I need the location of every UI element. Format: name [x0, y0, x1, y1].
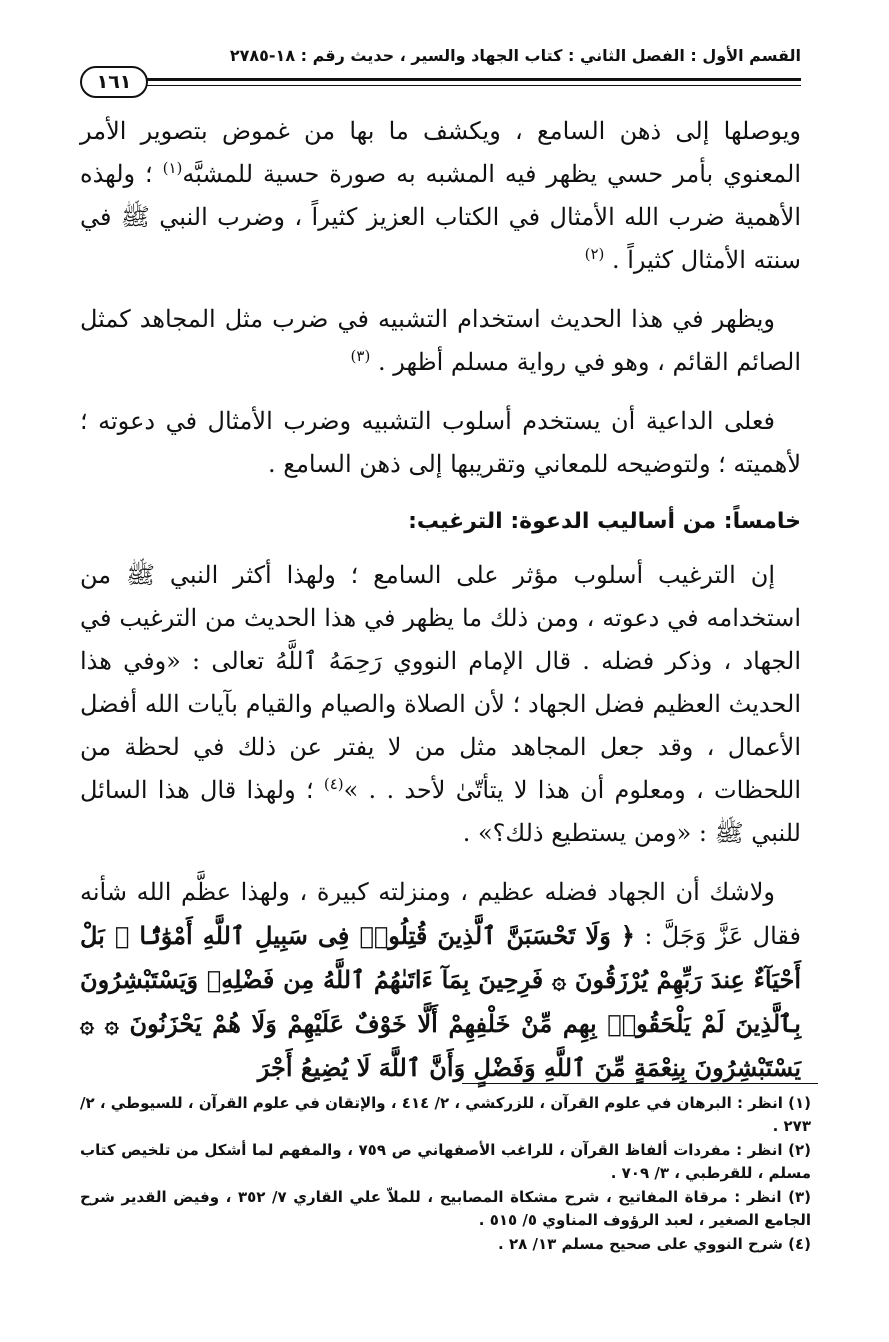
- footnote-ref-3: (٣): [350, 347, 371, 365]
- footnote-1: (١) انظر : البرهان في علوم القرآن ، للزركشي ، ٢/ ٤١٤ ، والإتقان في علوم القرآن ، للسيوطي ، ٢/ ٢٧٣ .: [80, 1094, 812, 1135]
- footnote-2: (٢) انظر : مفردات ألفاظ القرآن ، للراغب الأصفهاني ص ٧٥٩ ، والمفهم لما أشكل من تلخيص كتاب مسلم ، للقرطبي ، ٣/ ٧٠٩ .: [80, 1141, 811, 1182]
- paragraph-1-continued: ؛ ولهذه الأهمية ضرب الله الأمثال في الكتاب العزيز كثيراً ، وضرب النبي ﷺ في سنته الأمثال كثيراً .: [80, 160, 801, 274]
- header-rule-thick: [146, 78, 801, 81]
- footnote-ref-2: (٢): [584, 245, 605, 263]
- footnote-4: (٤) شرح النووي على صحيح مسلم ١٣/ ٢٨ .: [498, 1235, 811, 1253]
- footnote-3: (٣) انظر : مرقاة المفاتيح ، شرح مشكاة المصابيح ، للملاّ علي القاري ٧/ ٣٥٢ ، وفيض القدير شرح الجامع الصغير ، لعبد الرؤوف المناوي ٥/ ٥١٥ .: [80, 1188, 812, 1229]
- paragraph-5-text: ولاشك أن الجهاد فضله عظيم ، ومنزلته كبيرة ، ولهذا عظَّم الله شأنه فقال عَزَّ وَجَلَّ :: [80, 878, 802, 950]
- paragraph-4: [80, 554, 801, 855]
- page-number-badge: ١٦١: [80, 66, 148, 98]
- paragraph-5: [80, 871, 801, 1090]
- paragraph-2-text: ويظهر في هذا الحديث استخدام التشبيه في ضرب مثل المجاهد كمثل الصائم القائم ، وهو في رواية مسلم أظهر .: [80, 305, 801, 376]
- paragraph-1-text: ويوصلها إلى ذهن السامع ، ويكشف ما بها من غموض بتصوير الأمر المعنوي بأمر حسي يظهر فيه المشبه به صورة حسية للمشبَّه: [80, 117, 801, 188]
- paragraph-2: [80, 298, 801, 384]
- paragraph-4-continued: ؛ ولهذا قال هذا السائل للنبي ﷺ : «ومن يستطيع ذلك؟» .: [80, 776, 801, 847]
- header-rule-thin: [146, 85, 801, 86]
- main-text: [80, 110, 801, 1106]
- footnotes: [80, 1092, 811, 1257]
- footnote-ref-4: (٤): [323, 775, 344, 793]
- footnote-ref-1: (١): [162, 159, 183, 177]
- paragraph-4-text: إن الترغيب أسلوب مؤثر على السامع ؛ ولهذا أكثر النبي ﷺ من استخدامه في دعوته ، ومن ذلك ما يظهر في هذا الحديث من الترغيب في الجهاد ، وذكر فضله . قال الإمام النووي رَحِمَهُ ٱللَّهُ تعالى : «وفي هذا الحديث العظيم فضل الجهاد ؛ لأن الصلاة والصيام والقيام بآيات الله أفضل الأعمال ، وقد جعل المجاهد مثل من لا يفتر عن ذلك في لحظة من اللحظات ، ومعلوم أن هذا لا يتأتّىٰ لأحد . . »: [80, 561, 802, 804]
- quran-verse: ﴿ وَلَا تَحْسَبَنَّ ٱلَّذِينَ قُتِلُوا۟ فِى سَبِيلِ ٱللَّهِ أَمْوَٰتًۢا ۚ بَلْ أَحْيَآءٌ عِندَ رَبِّهِمْ يُرْزَقُونَ ۞ فَرِحِينَ بِمَآ ءَاتَىٰهُمُ ٱللَّهُ مِن فَضْلِهِۦ وَيَسْتَبْشِرُونَ بِٱلَّذِينَ لَمْ يَلْحَقُوا۟ بِهِم مِّنْ خَلْفِهِمْ أَلَّا خَوْفٌ عَلَيْهِمْ وَلَا هُمْ يَحْزَنُونَ ۞ ۞ يَسْتَبْشِرُونَ بِنِعْمَةٍ مِّنَ ٱللَّهِ وَفَضْلٍ وَأَنَّ ٱللَّهَ لَا يُضِيعُ أَجْرَ: [80, 921, 801, 1082]
- paragraph-1: [80, 110, 801, 282]
- running-header: القسم الأول : الفصل الثاني : كتاب الجهاد والسير ، حديث رقم : ١٨-٢٧٨٥: [229, 46, 801, 65]
- section-heading: خامساً: من أساليب الدعوة: الترغيب:: [408, 509, 801, 534]
- paragraph-3: فعلى الداعية أن يستخدم أسلوب التشبيه وضرب الأمثال في دعوته ؛ لأهميته ؛ ولتوضيحه للمعاني وتقريبها إلى ذهن السامع .: [80, 407, 801, 478]
- footnote-separator: [462, 1083, 818, 1084]
